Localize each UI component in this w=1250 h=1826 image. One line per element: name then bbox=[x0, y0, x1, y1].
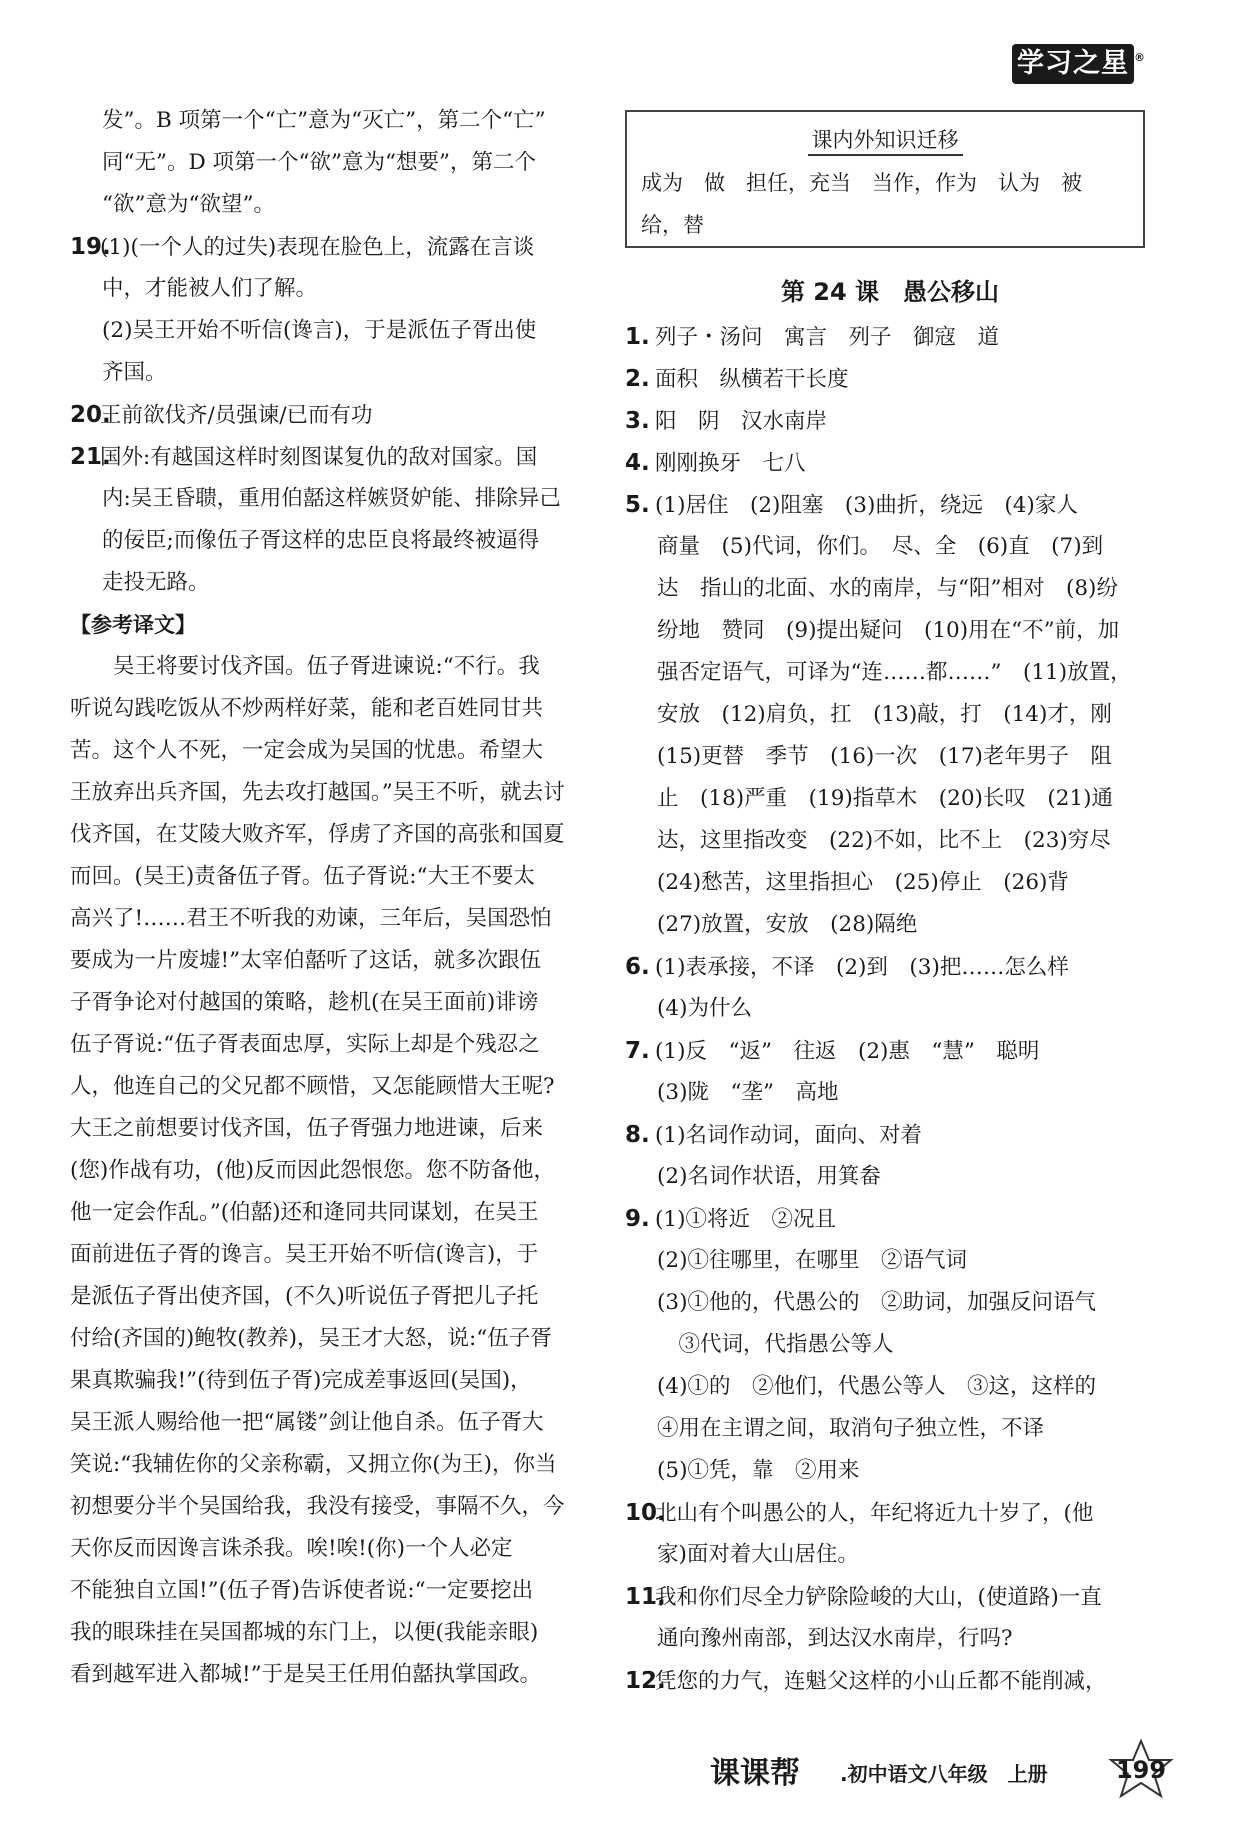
text-line bbox=[70, 394, 600, 436]
text-line bbox=[625, 652, 1155, 694]
question-number: 2. bbox=[625, 366, 650, 392]
line-text: 同“无”。D 项第一个“欲”意为“想要”，第二个 bbox=[102, 150, 537, 175]
line-text: 达，这里指改变 (22)不如，比不上 (23)穷尽 bbox=[657, 828, 1111, 853]
text-line bbox=[70, 1066, 600, 1108]
line-text: 达 指山的北面、水的南岸，与“阳”相对 (8)纷 bbox=[657, 576, 1118, 601]
question-number: 4. bbox=[625, 450, 650, 476]
text-line bbox=[70, 184, 600, 226]
line-text: 阳 阴 汉水南岸 bbox=[655, 409, 828, 434]
text-line bbox=[70, 100, 600, 142]
text-line bbox=[70, 1570, 600, 1612]
brand-logo: 学习之星 ® bbox=[1012, 44, 1134, 84]
line-text: 止 (18)严重 (19)指草木 (20)长叹 (21)通 bbox=[657, 786, 1114, 811]
line-text: (3)①他的，代愚公的 ②助词，加强反问语气 bbox=[657, 1290, 1096, 1315]
text-line bbox=[70, 772, 600, 814]
text-line bbox=[625, 1114, 1155, 1156]
text-line bbox=[70, 646, 600, 688]
text-line bbox=[625, 568, 1155, 610]
text-line bbox=[70, 352, 600, 394]
question-number: 10. bbox=[625, 1500, 666, 1526]
line-text: (1)(一个人的过失)表现在脸色上，流露在言谈 bbox=[100, 235, 535, 260]
line-text: (您)作战有功，(他)反而因此怨恨您。您不防备他， bbox=[70, 1158, 556, 1183]
text-line bbox=[625, 526, 1155, 568]
line-text: ③代词，代指愚公等人 bbox=[657, 1332, 894, 1357]
line-text: 吴王将要讨伐齐国。伍子胥进谏说:“不行。我 bbox=[70, 654, 540, 679]
line-text: 我和你们尽全力铲除险峻的大山，(使道路)一直 bbox=[655, 1585, 1102, 1610]
line-text: (2)名词作状语，用箕畚 bbox=[657, 1164, 881, 1189]
text-line bbox=[70, 562, 600, 604]
text-line bbox=[70, 856, 600, 898]
text-line bbox=[70, 1318, 600, 1360]
footer-subtitle: .初中语文八年级 上册 bbox=[840, 1762, 1048, 1786]
line-text: 是派伍子胥出使齐国，(不久)听说伍子胥把儿子托 bbox=[70, 1284, 539, 1309]
line-text: 的佞臣;而像伍子胥这样的忠臣良将最终被逼得 bbox=[102, 528, 540, 553]
text-line bbox=[625, 862, 1155, 904]
line-text: 面前进伍子胥的谗言。吴王开始不听信(谗言)，于 bbox=[70, 1242, 539, 1267]
question-number: 12. bbox=[625, 1668, 666, 1694]
line-text: 我的眼珠挂在吴国都城的东门上，以便(我能亲眼) bbox=[70, 1620, 539, 1645]
text-line bbox=[625, 1366, 1155, 1408]
line-text: 高兴了!……君王不听我的劝谏，三年后，吴国恐怕 bbox=[70, 906, 552, 931]
text-line bbox=[70, 1276, 600, 1318]
text-line bbox=[70, 604, 600, 646]
text-line bbox=[70, 1444, 600, 1486]
box-body bbox=[627, 154, 1143, 254]
text-line bbox=[70, 814, 600, 856]
line-text: (1)居住 (2)阻塞 (3)曲折，绕远 (4)家人 bbox=[655, 493, 1078, 518]
text-line bbox=[625, 1660, 1155, 1702]
text-line bbox=[70, 730, 600, 772]
line-text: 凭您的力气，连魁父这样的小山丘都不能削减， bbox=[655, 1669, 1107, 1694]
text-line bbox=[70, 1360, 600, 1402]
text-line bbox=[70, 1234, 600, 1276]
line-text: (2)①往哪里，在哪里 ②语气词 bbox=[657, 1248, 967, 1273]
line-text: 王前欲伐齐/员强谏/已而有功 bbox=[100, 403, 373, 428]
text-line bbox=[70, 142, 600, 184]
question-number: 19. bbox=[70, 234, 111, 260]
text-line bbox=[70, 1654, 600, 1696]
text-line bbox=[625, 358, 1155, 400]
line-text: 笑说:“我辅佐你的父亲称霸，又拥立你(为王)，你当 bbox=[70, 1452, 557, 1477]
line-text: (1)反 “返” 往返 (2)惠 “慧” 聪明 bbox=[655, 1039, 1040, 1064]
question-number: 6. bbox=[625, 954, 650, 980]
line-text: 初想要分半个吴国给我，我没有接受，事隔不久，今 bbox=[70, 1494, 565, 1519]
line-text: 付给(齐国的)鲍牧(教养)，吴王才大怒，说:“伍子胥 bbox=[70, 1326, 552, 1351]
text-line bbox=[625, 820, 1155, 862]
line-text: (4)①的 ②他们，代愚公等人 ③这，这样的 bbox=[657, 1374, 1096, 1399]
line-text: 强否定语气，可译为“连……都……” (11)放置， bbox=[657, 660, 1132, 685]
text-line bbox=[625, 988, 1155, 1030]
line-text: 发”。B 项第一个“亡”意为“灭亡”，第二个“亡” bbox=[102, 108, 546, 133]
text-line bbox=[70, 1108, 600, 1150]
text-line bbox=[625, 1324, 1155, 1366]
text-line bbox=[70, 688, 600, 730]
text-line bbox=[625, 1618, 1155, 1660]
text-line bbox=[625, 1576, 1155, 1618]
text-line bbox=[70, 1402, 600, 1444]
box-line: 成为 做 担任，充当 当作，作为 认为 被 bbox=[641, 171, 1082, 195]
line-text: 中，才能被人们了解。 bbox=[102, 276, 318, 301]
line-text: 王放弃出兵齐国，先去攻打越国。”吴王不听，就去讨 bbox=[70, 780, 565, 805]
text-line bbox=[625, 400, 1155, 442]
line-text: (15)更替 季节 (16)一次 (17)老年男子 阻 bbox=[657, 744, 1112, 769]
line-text: (3)陇 “垄” 高地 bbox=[657, 1080, 839, 1105]
line-text: 大王之前想要讨伐齐国，伍子胥强力地进谏，后来 bbox=[70, 1116, 544, 1141]
line-text: 通向豫州南部，到达汉水南岸，行吗? bbox=[657, 1626, 1013, 1651]
question-number: 8. bbox=[625, 1122, 650, 1148]
text-line bbox=[625, 946, 1155, 988]
line-text: (1)①将近 ②况且 bbox=[655, 1207, 836, 1232]
text-line bbox=[625, 694, 1155, 736]
line-text: 伍子胥说:“伍子胥表面忠厚，实际上却是个残忍之 bbox=[70, 1032, 540, 1057]
line-text: 齐国。 bbox=[102, 360, 167, 385]
text-line bbox=[625, 1492, 1155, 1534]
line-text: (27)放置，安放 (28)隔绝 bbox=[657, 912, 918, 937]
text-line bbox=[625, 1240, 1155, 1282]
line-text: 北山有个叫愚公的人，年纪将近九十岁了，(他 bbox=[655, 1501, 1094, 1526]
line-text: 吴王派人赐给他一把“属镂”剑让他自杀。伍子胥大 bbox=[70, 1410, 544, 1435]
text-line bbox=[70, 940, 600, 982]
question-number: 7. bbox=[625, 1038, 650, 1064]
line-text: 面积 纵横若干长度 bbox=[655, 367, 849, 392]
line-text: 果真欺骗我!”(待到伍子胥)完成差事返回(吴国)， bbox=[70, 1368, 532, 1393]
text-line bbox=[625, 316, 1155, 358]
text-line bbox=[625, 610, 1155, 652]
footer-brand: 课课帮 bbox=[710, 1756, 800, 1791]
line-text: 而回。(吴王)责备伍子胥。伍子胥说:“大王不要太 bbox=[70, 864, 536, 889]
line-text: (24)愁苦，这里指担心 (25)停止 (26)背 bbox=[657, 870, 1069, 895]
line-text: (1)表承接，不译 (2)到 (3)把……怎么样 bbox=[655, 955, 1069, 980]
text-line bbox=[625, 1450, 1155, 1492]
line-text: (5)①凭，靠 ②用来 bbox=[657, 1458, 860, 1483]
text-line bbox=[625, 1198, 1155, 1240]
line-text: 国外:有越国这样时刻图谋复仇的敌对国家。国 bbox=[100, 445, 538, 470]
question-number: 11. bbox=[625, 1584, 666, 1610]
text-line bbox=[625, 1156, 1155, 1198]
text-line bbox=[70, 520, 600, 562]
line-text: 伐齐国，在艾陵大败齐军，俘虏了齐国的高张和国夏 bbox=[70, 822, 565, 847]
text-line bbox=[70, 1192, 600, 1234]
line-text: 看到越军进入都城!”于是吴王任用伯嚭执掌国政。 bbox=[70, 1662, 542, 1687]
text-line bbox=[625, 904, 1155, 946]
text-line bbox=[70, 1024, 600, 1066]
question-number: 3. bbox=[625, 408, 650, 434]
text-line bbox=[70, 982, 600, 1024]
question-number: 9. bbox=[625, 1206, 650, 1232]
text-line bbox=[70, 1486, 600, 1528]
line-text: 内:吴王昏聩，重用伯嚭这样嫉贤妒能、排除异己 bbox=[102, 486, 561, 511]
right-column bbox=[625, 268, 1155, 1702]
question-number: 21. bbox=[70, 444, 111, 470]
question-number: 20. bbox=[70, 402, 111, 428]
text-line bbox=[70, 310, 600, 352]
text-line bbox=[70, 436, 600, 478]
box-title: 课内外知识迁移 bbox=[627, 124, 1143, 154]
text-line bbox=[625, 1072, 1155, 1114]
line-text: 人，他连自己的父兄都不顾惜，又怎能顾惜大王呢? bbox=[70, 1074, 555, 1099]
text-line bbox=[625, 442, 1155, 484]
text-line bbox=[625, 736, 1155, 778]
text-line bbox=[625, 1030, 1155, 1072]
text-line bbox=[625, 484, 1155, 526]
question-number: 5. bbox=[625, 492, 650, 518]
line-text: (4)为什么 bbox=[657, 996, 752, 1021]
line-text: “欲”意为“欲望”。 bbox=[102, 192, 275, 217]
line-text: 纷地 赞同 (9)提出疑问 (10)用在“不”前，加 bbox=[657, 618, 1120, 643]
line-text: 子胥争论对付越国的策略，趁机(在吴王面前)诽谤 bbox=[70, 990, 539, 1015]
text-line bbox=[70, 898, 600, 940]
line-text: 刚刚换牙 七八 bbox=[655, 451, 806, 476]
line-text: ④用在主谓之间，取消句子独立性，不译 bbox=[657, 1416, 1045, 1441]
lesson-title: 第 24 课 愚公移山 bbox=[780, 278, 1000, 306]
text-line bbox=[70, 478, 600, 520]
line-text: 家)面对着大山居住。 bbox=[657, 1542, 859, 1567]
text-line bbox=[625, 1408, 1155, 1450]
line-text: (1)名词作动词，面向、对着 bbox=[655, 1123, 922, 1148]
left-column bbox=[70, 100, 600, 1696]
knowledge-box bbox=[625, 110, 1145, 248]
box-line: 给，替 bbox=[641, 213, 704, 237]
line-text: (2)吴王开始不听信(谗言)，于是派伍子胥出使 bbox=[102, 318, 537, 343]
line-text: 听说勾践吃饭从不炒两样好菜，能和老百姓同甘共 bbox=[70, 696, 544, 721]
line-text: 商量 (5)代词，你们。 尽、全 (6)直 (7)到 bbox=[657, 534, 1104, 559]
page-number: 199 bbox=[1105, 1738, 1177, 1802]
text-line bbox=[625, 1534, 1155, 1576]
line-text: 苦。这个人不死，一定会成为吴国的忧患。希望大 bbox=[70, 738, 544, 763]
text-line bbox=[70, 1612, 600, 1654]
text-line bbox=[70, 226, 600, 268]
line-text: 不能独自立国!”(伍子胥)告诉使者说:“一定要挖出 bbox=[70, 1578, 534, 1603]
footer bbox=[710, 1734, 1190, 1794]
line-text: 安放 (12)肩负，扛 (13)敲，打 (14)才，刚 bbox=[657, 702, 1112, 727]
line-text: 走投无路。 bbox=[102, 570, 210, 595]
text-line bbox=[625, 778, 1155, 820]
line-text: 列子・汤问 寓言 列子 御寇 道 bbox=[655, 325, 1000, 350]
line-text: 天你反而因谗言诛杀我。唉!唉!(你)一个人必定 bbox=[70, 1536, 513, 1561]
line-text: 要成为一片废墟!”太宰伯嚭听了这话，就多次跟伍 bbox=[70, 948, 542, 973]
question-number: 1. bbox=[625, 324, 650, 350]
text-line bbox=[70, 1150, 600, 1192]
text-line bbox=[625, 1282, 1155, 1324]
line-text: 他一定会作乱。”(伯嚭)还和逄同共同谋划，在吴王 bbox=[70, 1200, 539, 1225]
text-line bbox=[70, 268, 600, 310]
section-tag: 【参考译文】 bbox=[70, 613, 196, 637]
text-line bbox=[70, 1528, 600, 1570]
